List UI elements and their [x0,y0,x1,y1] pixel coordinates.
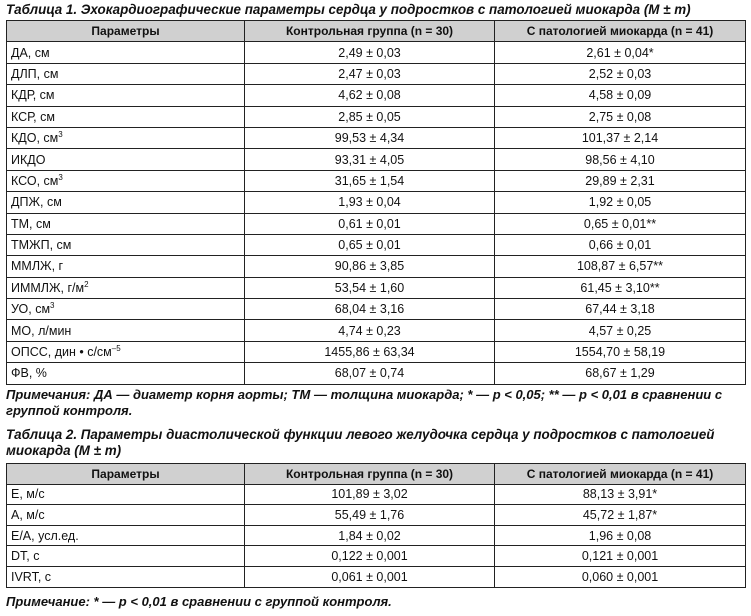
param-cell: КДО, $см^3$ [7,127,245,148]
table1-header-control: Контрольная группа (n = 30) [245,21,495,42]
pathology-value-cell: 45,72 ± 1,87* [495,505,746,526]
control-value-cell: 53,54 ± 1,60 [245,277,495,298]
table1-body [7,42,746,384]
table2-body [7,484,746,587]
table1-note: Примечания: ДА — диаметр корня аорты; ТМ — толщина миокарда; * — р < 0,05; ** — р < 0,01 в сравнении с группой контроля. [6,387,723,418]
control-value-cell: 68,04 ± 3,16 [245,299,495,320]
table2-header-params: Параметры [7,464,245,485]
control-value-cell: 90,86 ± 3,85 [245,256,495,277]
table-row [7,170,746,191]
pathology-value-cell: 0,66 ± 0,01 [495,234,746,255]
control-value-cell: 0,65 ± 0,01 [245,234,495,255]
control-value-cell: 1,84 ± 0,02 [245,525,495,546]
param-cell: УО, $см^3$ [7,299,245,320]
control-value-cell: 4,74 ± 0,23 [245,320,495,341]
table-row [7,106,746,127]
param-cell: ДПЖ, см [7,192,245,213]
table1-caption: Таблица 1. Эхокардиографические параметры сердца у подростков с патологией миокарда (M ± m) [6,2,691,17]
table-row [7,525,746,546]
table-row [7,127,746,148]
pathology-value-cell: 68,67 ± 1,29 [495,363,746,384]
table-row [7,213,746,234]
control-value-cell: 2,85 ± 0,05 [245,106,495,127]
control-value-cell: 0,122 ± 0,001 [245,546,495,567]
pathology-value-cell: 67,44 ± 3,18 [495,299,746,320]
control-value-cell: 99,53 ± 4,34 [245,127,495,148]
control-value-cell: 68,07 ± 0,74 [245,363,495,384]
control-value-cell: 1455,86 ± 63,34 [245,341,495,362]
pathology-value-cell: 0,65 ± 0,01** [495,213,746,234]
pathology-value-cell: 4,57 ± 0,25 [495,320,746,341]
param-cell: A, м/с [7,505,245,526]
param-cell: ТМЖП, см [7,234,245,255]
pathology-value-cell: 2,61 ± 0,04* [495,42,746,63]
table-row [7,192,746,213]
table-row [7,234,746,255]
table2-header-control: Контрольная группа (n = 30) [245,464,495,485]
table-row [7,484,746,505]
param-cell: ДЛП, см [7,63,245,84]
control-value-cell: 0,061 ± 0,001 [245,566,495,587]
control-value-cell: 55,49 ± 1,76 [245,505,495,526]
pathology-value-cell: 29,89 ± 2,31 [495,170,746,191]
table1-header-row [7,21,746,42]
pathology-value-cell: 88,13 ± 3,91* [495,484,746,505]
table2 [6,463,746,588]
pathology-value-cell: 0,121 ± 0,001 [495,546,746,567]
param-cell: ОПСС, дин • $с/см^{-5}$ [7,341,245,362]
table1 [6,20,746,385]
table-row [7,546,746,567]
pathology-value-cell: 0,060 ± 0,001 [495,566,746,587]
pathology-value-cell: 61,45 ± 3,10** [495,277,746,298]
pathology-value-cell: 1,96 ± 0,08 [495,525,746,546]
table-row [7,63,746,84]
table-row [7,149,746,170]
control-value-cell: 93,31 ± 4,05 [245,149,495,170]
table2-header-pathology: С патологией миокарда (n = 41) [495,464,746,485]
pathology-value-cell: 98,56 ± 4,10 [495,149,746,170]
param-cell: МО, л/мин [7,320,245,341]
pathology-value-cell: 108,87 ± 6,57** [495,256,746,277]
param-cell: КСО, $см^3$ [7,170,245,191]
param-cell: ММЛЖ, г [7,256,245,277]
table-row [7,566,746,587]
param-cell: DT, с [7,546,245,567]
table2-note: Примечание: * — р < 0,01 в сравнении с группой контроля. [6,594,392,609]
pathology-value-cell: 1554,70 ± 58,19 [495,341,746,362]
control-value-cell: 31,65 ± 1,54 [245,170,495,191]
table2-caption: Таблица 2. Параметры диастолической функции левого желудочка сердца у подростков с патологией миокарда (M ± m) [6,427,715,458]
table-row [7,505,746,526]
table-row [7,85,746,106]
table1-header-params: Параметры [7,21,245,42]
table-row [7,320,746,341]
param-cell: E/A, усл.ед. [7,525,245,546]
pathology-value-cell: 1,92 ± 0,05 [495,192,746,213]
param-cell: КДР, см [7,85,245,106]
control-value-cell: 2,47 ± 0,03 [245,63,495,84]
table1-header-pathology: С патологией миокарда (n = 41) [495,21,746,42]
table-row [7,256,746,277]
control-value-cell: 4,62 ± 0,08 [245,85,495,106]
param-cell: E, м/с [7,484,245,505]
table2-header-row [7,464,746,485]
param-cell: ДА, см [7,42,245,63]
control-value-cell: 101,89 ± 3,02 [245,484,495,505]
param-cell: ТМ, см [7,213,245,234]
control-value-cell: 2,49 ± 0,03 [245,42,495,63]
table-row [7,299,746,320]
table-row [7,341,746,362]
param-cell: КСР, см [7,106,245,127]
table-row [7,363,746,384]
pathology-value-cell: 101,37 ± 2,14 [495,127,746,148]
table-row [7,277,746,298]
param-cell: ИКДО [7,149,245,170]
param-cell: IVRT, с [7,566,245,587]
pathology-value-cell: 4,58 ± 0,09 [495,85,746,106]
pathology-value-cell: 2,52 ± 0,03 [495,63,746,84]
table-row [7,42,746,63]
pathology-value-cell: 2,75 ± 0,08 [495,106,746,127]
param-cell: ИММЛЖ, $г/м^2$ [7,277,245,298]
param-cell: ФВ, % [7,363,245,384]
control-value-cell: 1,93 ± 0,04 [245,192,495,213]
control-value-cell: 0,61 ± 0,01 [245,213,495,234]
